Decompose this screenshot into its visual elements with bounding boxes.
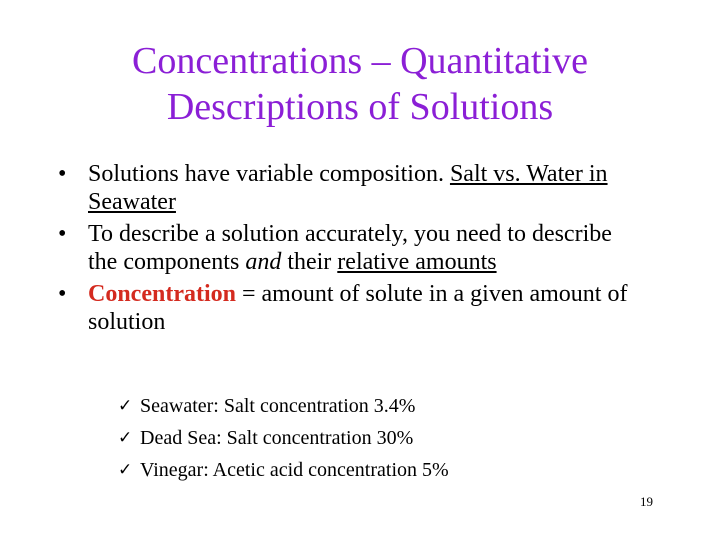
bullet-italic-text: and [245,249,282,275]
bullet-text: To describe a solution accurately, you need to describe the components [88,221,612,275]
checklist-item [118,390,618,422]
checklist-item [118,422,618,454]
concentration-term: Concentration [88,281,236,307]
page-number: 19 [640,494,653,509]
bullet-item [58,280,638,336]
check-icon: ✓ [118,396,133,416]
bullet-dot: • [58,221,67,247]
bullet-text-continued: their [281,249,338,275]
check-icon: ✓ [118,460,133,480]
bullet-dot: • [58,281,67,307]
bullet-text: Solutions have variable composition. [88,161,450,187]
check-icon: ✓ [118,428,133,448]
checklist-text: Dead Sea: Salt concentration 30% [140,427,414,449]
bullet-underlined-text: relative amounts [337,249,497,275]
bullet-text-continued: = amount of solute in a given amount of solution [88,281,628,335]
title-line-2: Descriptions of Solutions [166,86,554,128]
bullet-item [58,160,638,216]
title-line-1: Concentrations – Quantitative [132,40,588,82]
checklist-item [118,454,618,486]
checklist-text: Seawater: Salt concentration 3.4% [140,395,416,417]
bullet-list [58,160,638,340]
bullet-item [58,220,638,276]
slide-title [100,38,620,130]
bullet-dot: • [58,161,67,187]
checklist-text: Vinegar: Acetic acid concentration 5% [140,459,449,481]
example-checklist [118,390,618,486]
bullet-underlined-text: Salt vs. Water in Seawater [88,161,608,215]
